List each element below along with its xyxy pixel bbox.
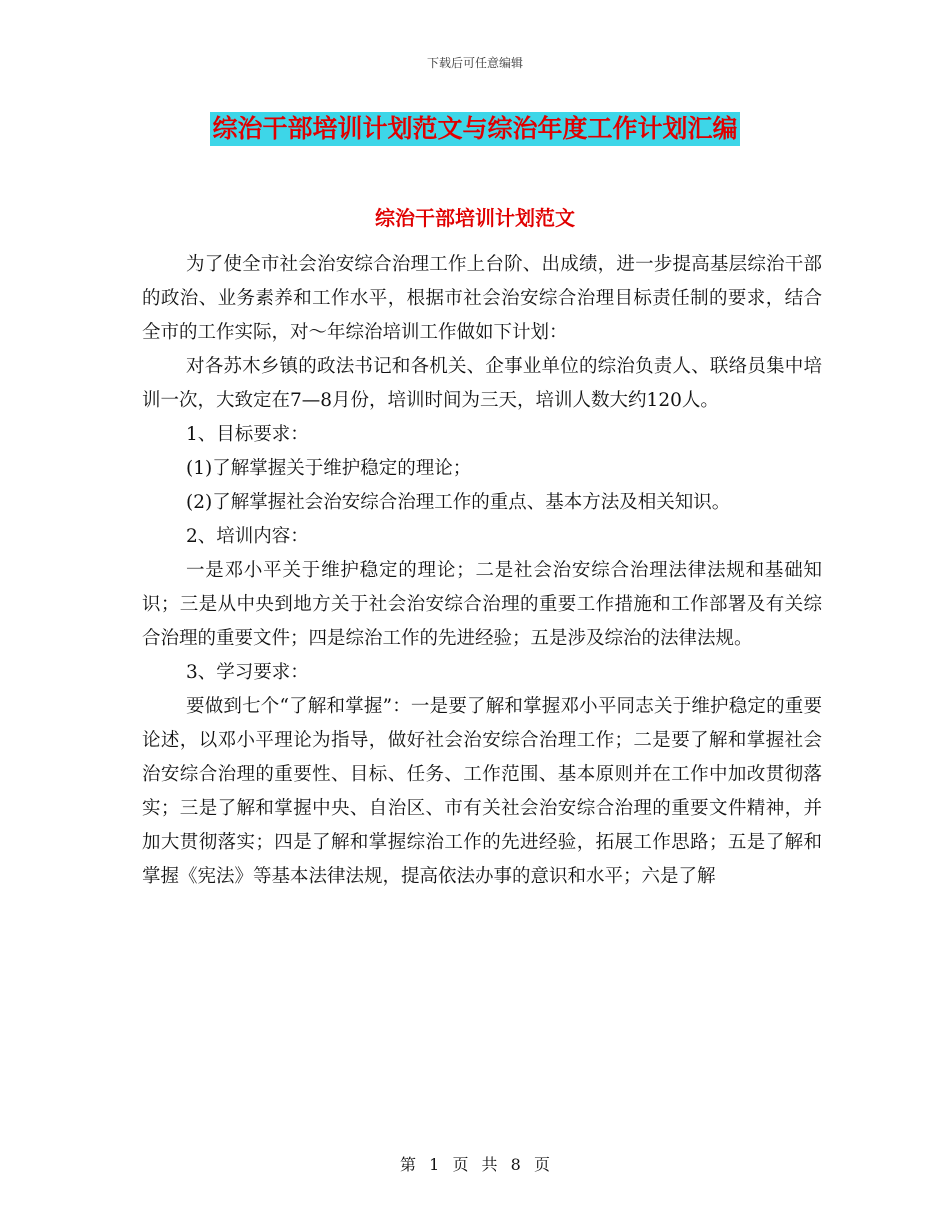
footer-page-unit: 页: [452, 1155, 469, 1174]
paragraph: 对各苏木乡镇的政法书记和各机关、企事业单位的综治负责人、联络员集中培训一次，大致定在7—8月份，培训时间为三天，培训人数大约120人。: [142, 356, 822, 411]
paragraph: 一是邓小平关于维护稳定的理论；二是社会治安综合治理法律法规和基础知识；三是从中央到地方关于社会治安综合治理的重要工作措施和工作部署及有关综合治理的重要文件；四是综治工作的先进经验；五是涉及综治的法律法规。: [142, 560, 822, 649]
paragraph: 2、培训内容：: [186, 526, 309, 547]
footer-prefix: 第: [400, 1155, 417, 1174]
document-title-wrapper: [0, 112, 950, 146]
section-title: 综治干部培训计划范文: [375, 206, 575, 230]
page-footer: [0, 1152, 950, 1175]
document-body: [142, 248, 822, 894]
header-note: 下载后可任意编辑: [426, 56, 523, 70]
document-title: 综治干部培训计划范文与综治年度工作计划汇编: [210, 112, 739, 146]
paragraph: 要做到七个“了解和掌握”：一是要了解和掌握邓小平同志关于维护稳定的重要论述，以邓小平理论为指导，做好社会治安综合治理工作；二是要了解和掌握社会治安综合治理的重要性、目标、任务、工作范围、基本原则并在工作中加改贯彻落实；三是了解和掌握中央、自治区、市有关社会治安综合治理的重要文件精神，并加大贯彻落实；四是了解和掌握综治工作的先进经验，拓展工作思路；五是了解和掌握《宪法》等基本法律法规，提高依法办事的意识和水平；六是了解: [142, 696, 822, 887]
paragraph: 1、目标要求：: [186, 424, 309, 445]
paragraph: 为了使全市社会治安综合治理工作上台阶、出成绩，进一步提高基层综治干部的政治、业务素养和工作水平，根据市社会治安综合治理目标责任制的要求，结合全市的工作实际，对～年综治培训工作做如下计划：: [142, 254, 822, 343]
footer-total-unit: 页: [533, 1155, 550, 1174]
footer-total-pages: 8: [510, 1155, 521, 1174]
footer-total-prefix: 共: [481, 1155, 498, 1174]
footer-page-number: 1: [429, 1155, 440, 1174]
paragraph: (1)了解掌握关于维护稳定的理论；: [186, 458, 472, 479]
paragraph: 3、学习要求：: [186, 662, 309, 683]
paragraph: (2)了解掌握社会治安综合治理工作的重点、基本方法及相关知识。: [186, 492, 731, 513]
